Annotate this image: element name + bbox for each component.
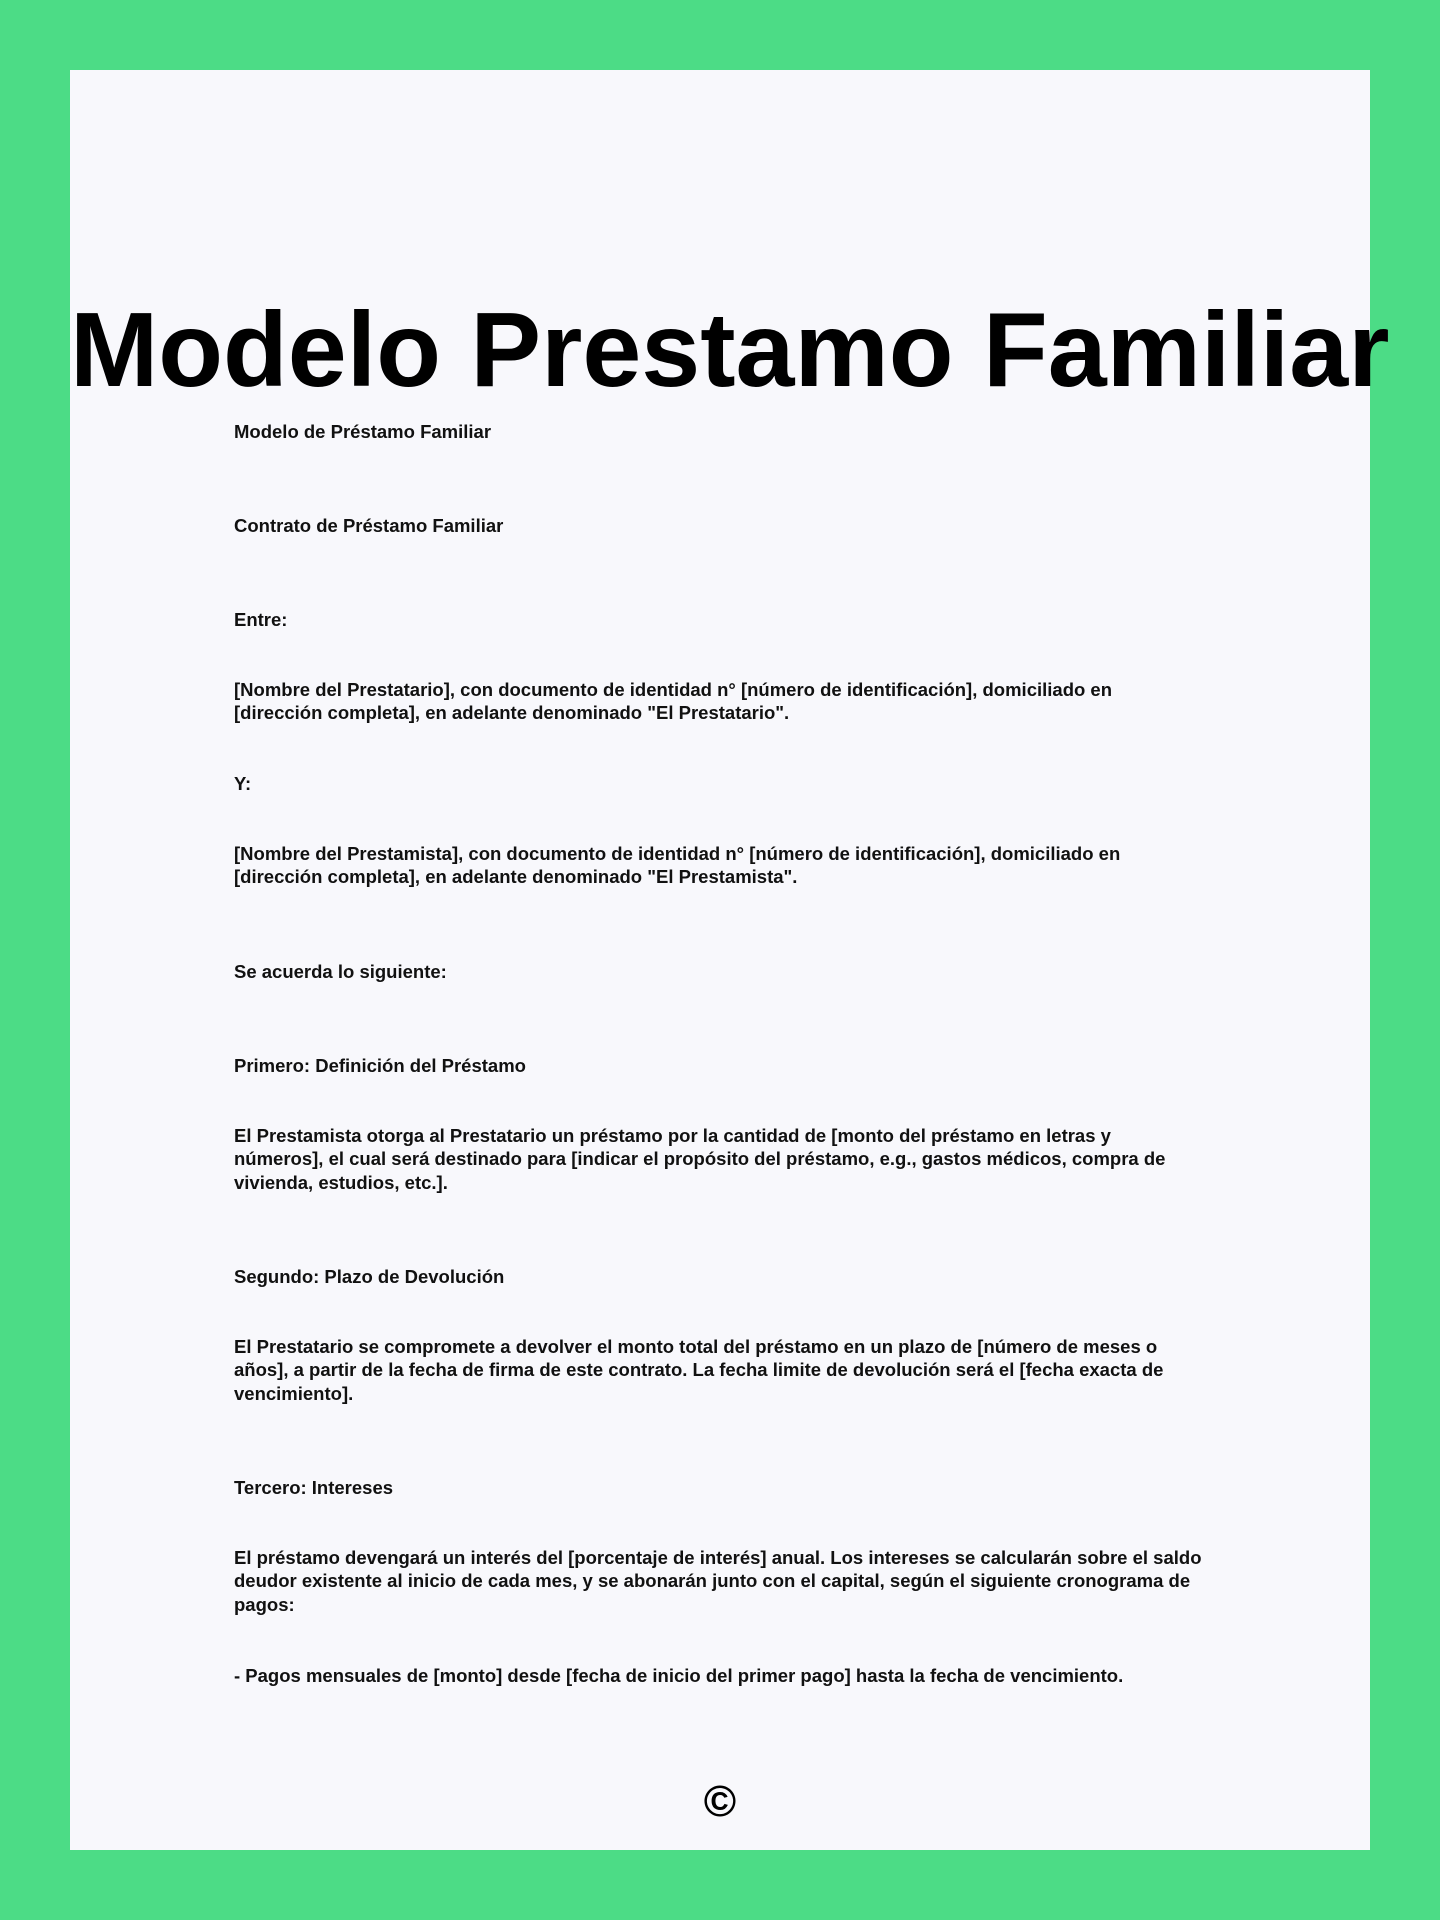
heading-contract: Contrato de Préstamo Familiar	[234, 515, 504, 536]
borrower-paragraph: [Nombre del Prestatario], con documento de identidad n° [número de identificación], domiciliado en [dirección completa], en adelante denominado "El Prestatario".	[234, 679, 1113, 724]
section-third-heading: Tercero: Intereses	[234, 1477, 394, 1498]
section-first-heading: Primero: Definición del Préstamo	[234, 1055, 526, 1076]
parties-intro: Entre:	[234, 609, 288, 630]
section-third-body: El préstamo devengará un interés del [porcentaje de interés] anual. Los intereses se calcularán sobre el saldo deudor existente al inicio de cada mes, y se abonarán junto con el capital, según el siguiente cronograma de pagos:	[234, 1547, 1202, 1615]
parties-and: Y:	[234, 773, 252, 794]
heading-model: Modelo de Préstamo Familiar	[234, 421, 492, 442]
payment-schedule-item: - Pagos mensuales de [monto] desde [fecha de inicio del primer pago] hasta la fecha de vencimiento.	[234, 1665, 1124, 1686]
copyright-icon: ©	[703, 1777, 737, 1826]
section-second-heading: Segundo: Plazo de Devolución	[234, 1266, 505, 1287]
section-first-body: El Prestamista otorga al Prestatario un préstamo por la cantidad de [monto del préstamo en letras y números], el cual será destinado para [indicar el propósito del préstamo, e.g., gastos médicos, compra de vivienda, estudios, etc.].	[234, 1125, 1166, 1193]
section-second-body: El Prestatario se compromete a devolver el monto total del préstamo en un plazo de [número de meses o años], a partir de la fecha de firma de este contrato. La fecha limite de devolución será el [fecha exacta de vencimiento].	[234, 1336, 1164, 1404]
agreement-intro: Se acuerda lo siguiente:	[234, 961, 447, 982]
document-page	[70, 70, 1390, 1850]
document-title: Modelo Prestamo Familiar	[70, 291, 1390, 409]
lender-paragraph: [Nombre del Prestamista], con documento de identidad n° [número de identificación], domiciliado en [dirección completa], en adelante denominado "El Prestamista".	[234, 843, 1121, 888]
